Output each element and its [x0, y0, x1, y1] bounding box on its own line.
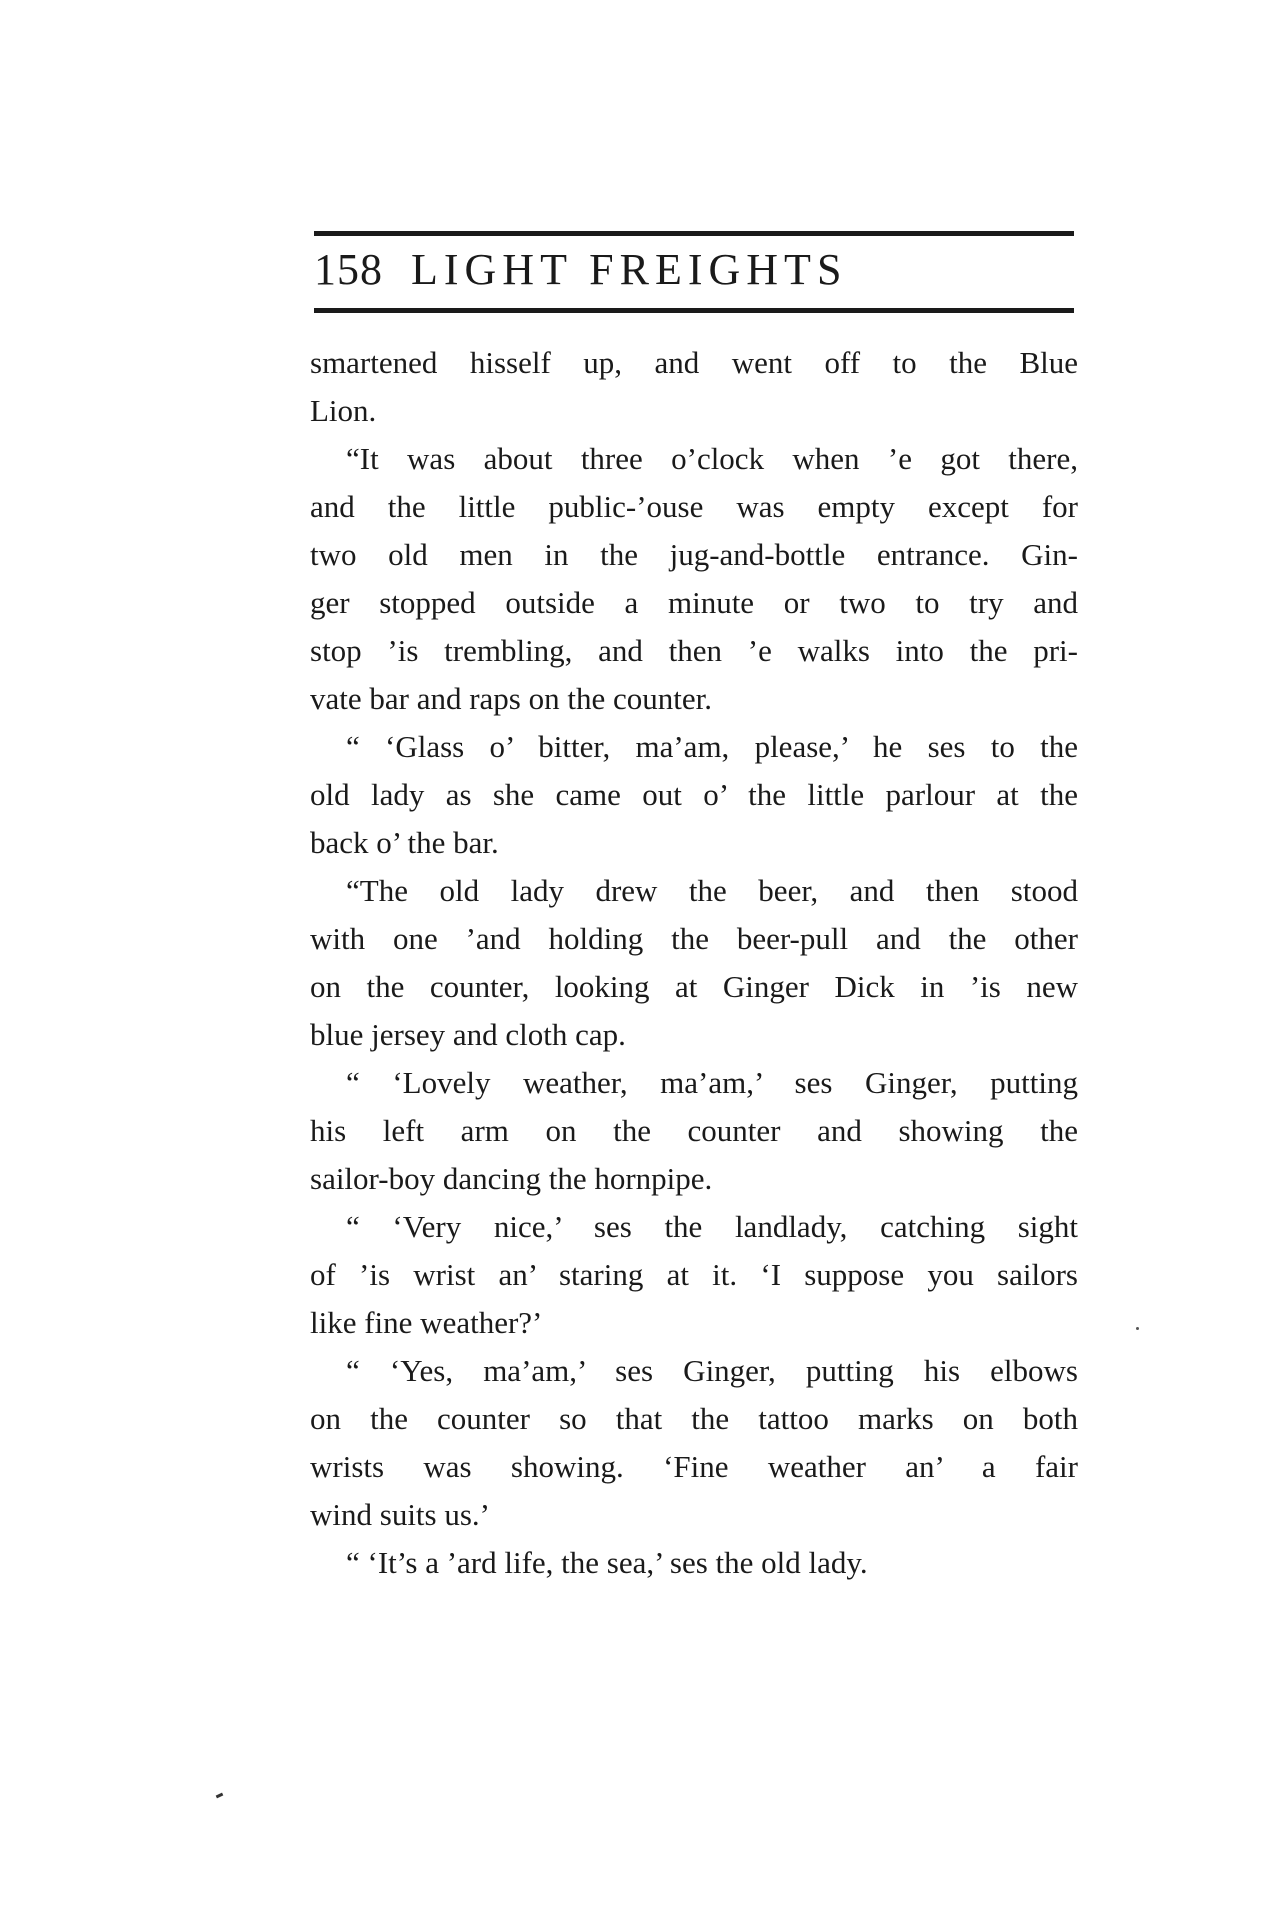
text-line: smartened hisself up, and went off to the Blue [310, 345, 1078, 380]
text-line: sailor-boy dancing the hornpipe. [310, 1161, 713, 1196]
body-text [310, 339, 1078, 1587]
text-line: his left arm on the counter and showing the [310, 1113, 1078, 1148]
running-head [314, 244, 847, 304]
text-line: “ ‘Glass o’ bitter, ma’am, please,’ he ses to the [346, 729, 1078, 764]
text-line: “The old lady drew the beer, and then stood [346, 873, 1078, 908]
text-line: wind suits us.’ [310, 1497, 490, 1532]
text-line: ger stopped outside a minute or two to try and [310, 585, 1078, 620]
text-line: and the little public-’ouse was empty except for [310, 489, 1078, 524]
text-line: “It was about three o’clock when ’e got there, [346, 441, 1078, 476]
text-line: Lion. [310, 393, 377, 428]
text-line: like fine weather?’ [310, 1305, 543, 1340]
text-line: “ ‘Lovely weather, ma’am,’ ses Ginger, putting [346, 1065, 1078, 1100]
text-line: “ ‘Yes, ma’am,’ ses Ginger, putting his elbows [346, 1353, 1078, 1388]
text-line: two old men in the jug-and-bottle entrance. Gin- [310, 537, 1078, 572]
header-rule-bottom [314, 308, 1074, 313]
text-line: on the counter, looking at Ginger Dick in ’is new [310, 969, 1078, 1004]
text-line: on the counter so that the tattoo marks on both [310, 1401, 1078, 1436]
text-line: wrists was showing. ‘Fine weather an’ a fair [310, 1449, 1078, 1484]
scan-speck [1136, 1327, 1139, 1330]
text-line: vate bar and raps on the counter. [310, 681, 712, 716]
text-line: “ ‘Very nice,’ ses the landlady, catching sight [346, 1209, 1078, 1244]
text-line: of ’is wrist an’ staring at it. ‘I suppose you sailors [310, 1257, 1078, 1292]
text-line: blue jersey and cloth cap. [310, 1017, 626, 1052]
text-line: “ ‘It’s a ’ard life, the sea,’ ses the old lady. [346, 1545, 868, 1580]
text-line: with one ’and holding the beer-pull and the other [310, 921, 1078, 956]
running-title: LIGHT FREIGHTS [411, 245, 848, 294]
text-line: stop ’is trembling, and then ’e walks into the pri- [310, 633, 1078, 668]
page-number: 158 [314, 245, 383, 294]
header-rule-top [314, 231, 1074, 236]
text-line: back o’ the bar. [310, 825, 499, 860]
text-line: old lady as she came out o’ the little parlour at the [310, 777, 1078, 812]
scan-speck [216, 1793, 224, 1799]
